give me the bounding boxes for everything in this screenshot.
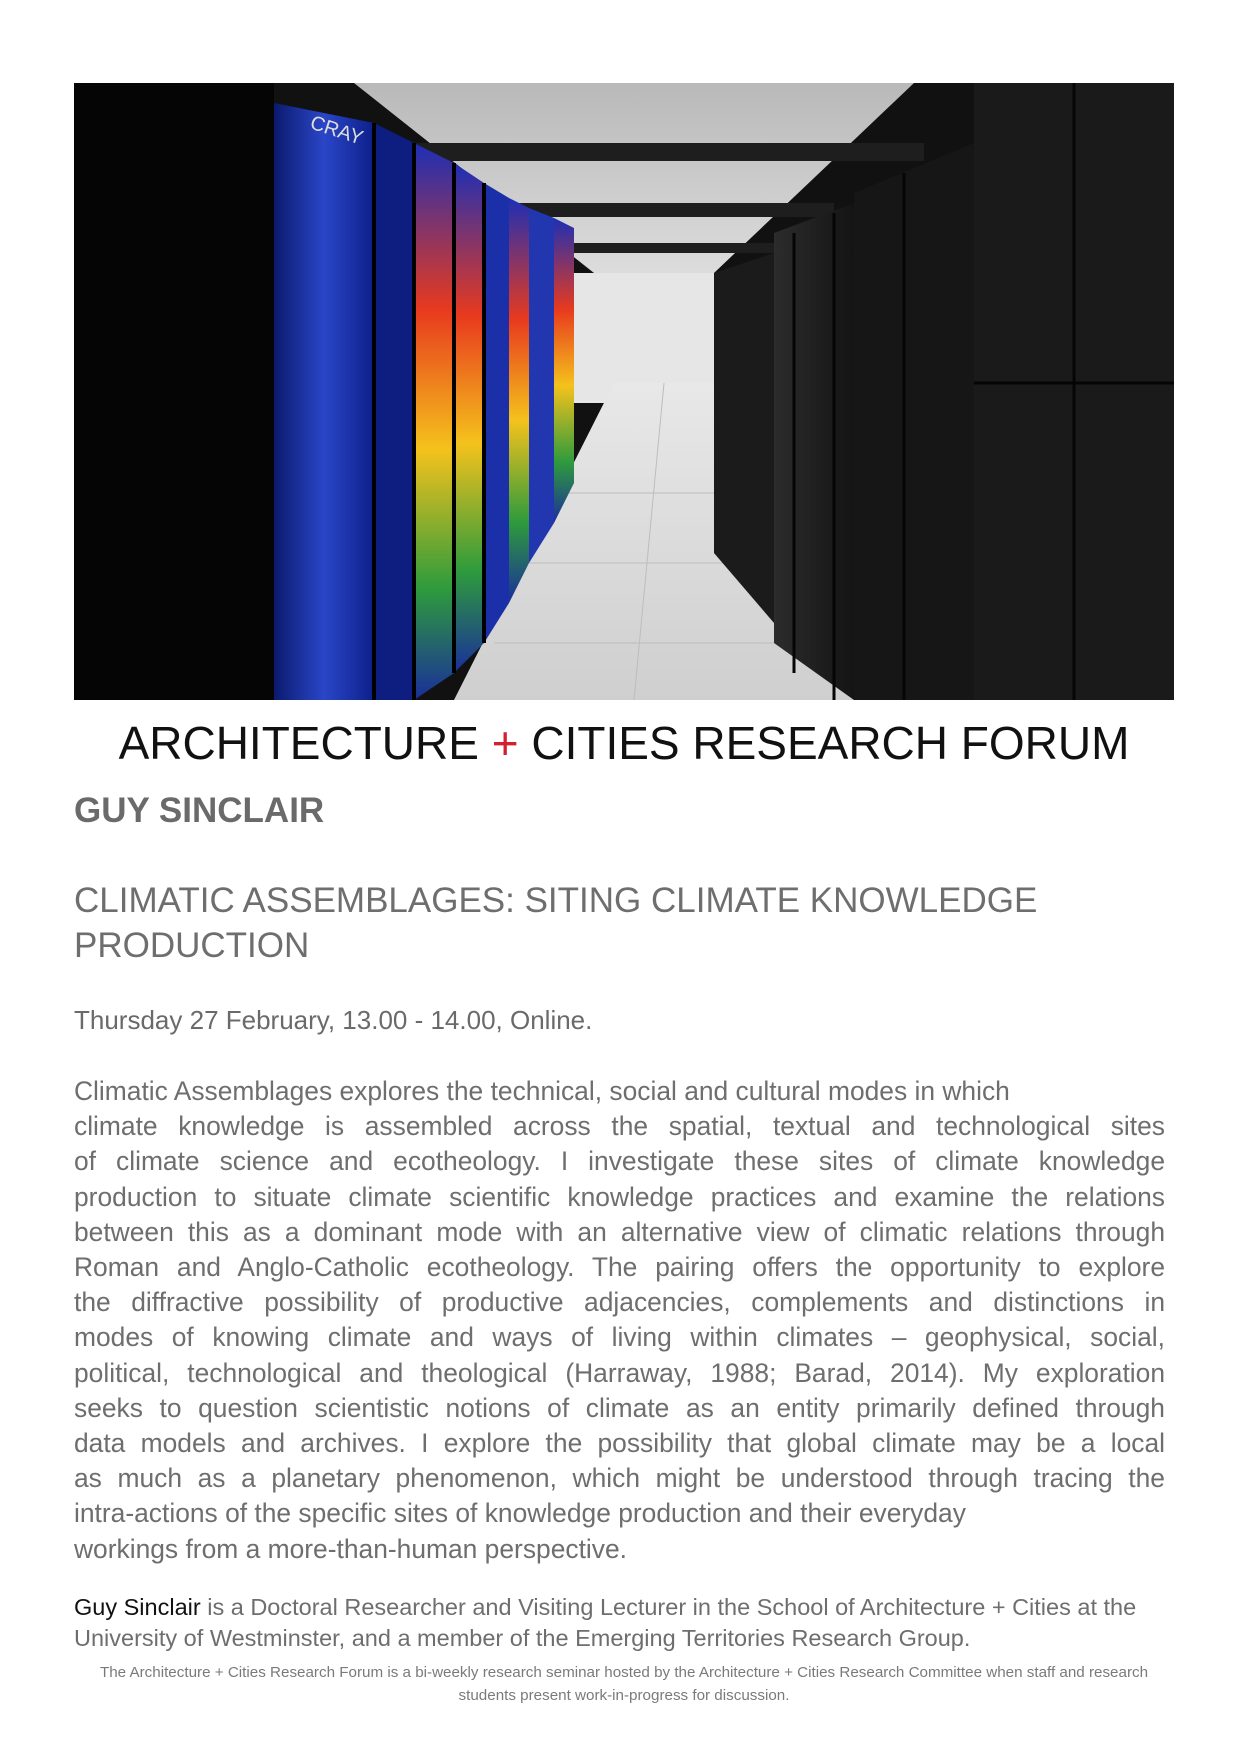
event-date: Thursday 27 February, 13.00 - 14.00, Online. xyxy=(74,1005,593,1035)
cabinet-logo: CRAY xyxy=(307,111,366,150)
bio-text: is a Doctoral Researcher and Visiting Lecturer in the School of Architecture + Cities at the University of Westminster, and a member of the Emerging Territories Research Group. xyxy=(74,1594,1137,1651)
abstract-line: of climate science and ecotheology. I investigate these sites of climate knowledge xyxy=(74,1146,1165,1177)
forum-title xyxy=(74,715,1174,771)
abstract-line: intra-actions of the specific sites of knowledge production and their everyday xyxy=(74,1498,966,1529)
abstract-line: climate knowledge is assembled across the spatial, textual and technological sites xyxy=(74,1111,1165,1142)
abstract-line: political, technological and theological (Harraway, 1988; Barad, 2014). My exploration xyxy=(74,1357,1165,1388)
speaker-name: GUY SINCLAIR xyxy=(74,791,325,830)
abstract-line: modes of knowing climate and ways of living within climates – geophysical, social, xyxy=(74,1322,1165,1353)
abstract-line: seeks to question scientistic notions of climate as an entity primarily defined through xyxy=(74,1392,1165,1423)
datacenter-illustration xyxy=(74,83,1174,700)
plus-sign: + xyxy=(491,717,519,769)
abstract-line: as much as a planetary phenomenon, which might be understood through tracing the xyxy=(74,1463,1165,1494)
abstract-line: Roman and Anglo-Catholic ecotheology. The pairing offers the opportunity to explore xyxy=(74,1252,1165,1283)
speaker-bio xyxy=(74,1592,1165,1654)
abstract-line: production to situate climate scientific knowledge practices and examine the relations xyxy=(74,1181,1165,1212)
bio-name: Guy Sinclair xyxy=(74,1594,201,1620)
abstract-line: Climatic Assemblages explores the technical, social and cultural modes in which xyxy=(74,1076,1010,1106)
forum-title-part2: CITIES RESEARCH FORUM xyxy=(531,717,1130,769)
abstract-line: between this as a dominant mode with an alternative view of climatic relations through xyxy=(74,1216,1165,1247)
hero-photo xyxy=(74,83,1174,700)
abstract-line: the diffractive possibility of productive adjacencies, complements and distinctions in xyxy=(74,1287,1165,1318)
forum-title-part1: ARCHITECTURE xyxy=(118,717,479,769)
abstract xyxy=(74,1074,1165,1567)
abstract-line: data models and archives. I explore the possibility that global climate may be a local xyxy=(74,1428,1165,1459)
abstract-line: workings from a more-than-human perspective. xyxy=(74,1533,627,1564)
talk-title: CLIMATIC ASSEMBLAGES: SITING CLIMATE KNOWLEDGE PRODUCTION xyxy=(74,881,1038,965)
forum-description: The Architecture + Cities Research Forum is a bi-weekly research seminar hosted by the Architecture + Cities Research Committee when staff and research students present work-in-progress for discussion. xyxy=(99,1664,1149,1704)
